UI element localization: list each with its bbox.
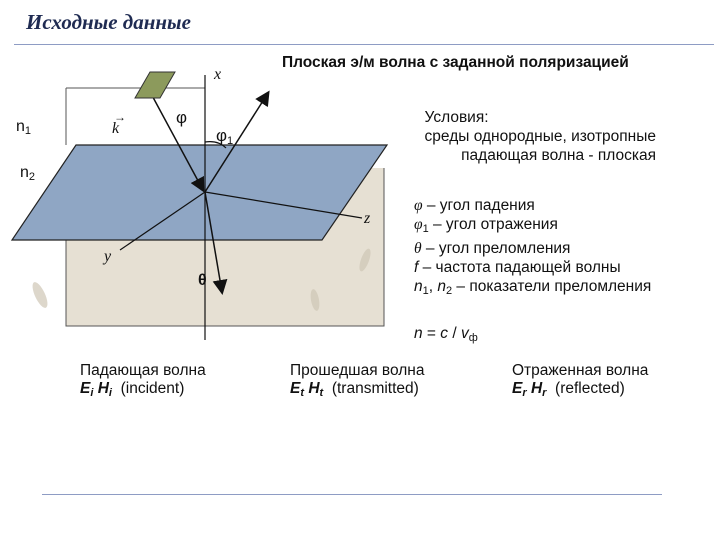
n1-label: $n_1$ bbox=[16, 118, 32, 137]
refractive-index-formula: $n = c / v_ф$ bbox=[414, 325, 478, 344]
conditions-line-1: среды однородные, изотропные bbox=[424, 128, 656, 145]
phi-angle-label: φ bbox=[176, 108, 188, 127]
wave-heading: Плоская э/м волна с заданной поляризацией bbox=[282, 54, 629, 71]
reflected-wave-block bbox=[512, 362, 648, 399]
k-vector-label: → k bbox=[112, 110, 126, 137]
reflected-wave-title: Отраженная волна bbox=[512, 362, 649, 379]
conditions-label: Условия: bbox=[424, 109, 489, 126]
z-axis-label: z bbox=[364, 210, 371, 227]
conditions-line-2: падающая волна - плоская bbox=[461, 147, 656, 164]
transmitted-wave-title: Прошедшая волна bbox=[290, 362, 425, 379]
reflected-wave-fields: $E_r$ $H_r$ (reflected) bbox=[512, 380, 625, 399]
wavefront-plane bbox=[135, 72, 175, 98]
definition-theta: θ – угол преломления bbox=[414, 240, 571, 257]
y-axis-label: y bbox=[104, 248, 112, 265]
footer-divider bbox=[42, 494, 662, 495]
transmitted-wave-block bbox=[290, 362, 424, 399]
definition-phi: φ – угол падения bbox=[414, 197, 535, 214]
x-axis-label: x bbox=[214, 66, 222, 83]
conditions-block bbox=[425, 108, 656, 165]
definition-f: f – частота падающей волны bbox=[414, 259, 621, 276]
n2-label: $n_2$ bbox=[20, 164, 36, 183]
interface-plane bbox=[12, 145, 387, 240]
incident-wave-fields: $E_i$ $H_i$ (incident) bbox=[80, 380, 185, 399]
definition-n: $n_1$, $n_2$ – показатели преломления bbox=[414, 278, 652, 297]
incident-wave-block bbox=[80, 362, 206, 399]
slide-title: Исходные данные bbox=[26, 10, 191, 34]
definitions-list bbox=[414, 196, 651, 301]
transmitted-wave-fields: $E_t$ $H_t$ (transmitted) bbox=[290, 380, 419, 399]
incident-wave-title: Падающая волна bbox=[80, 362, 206, 379]
theta-angle-label: θ bbox=[198, 272, 207, 289]
definition-phi1: $\varphi_1$ – угол отражения bbox=[414, 216, 558, 235]
phi1-angle-label: $\varphi_1$ bbox=[216, 126, 234, 147]
